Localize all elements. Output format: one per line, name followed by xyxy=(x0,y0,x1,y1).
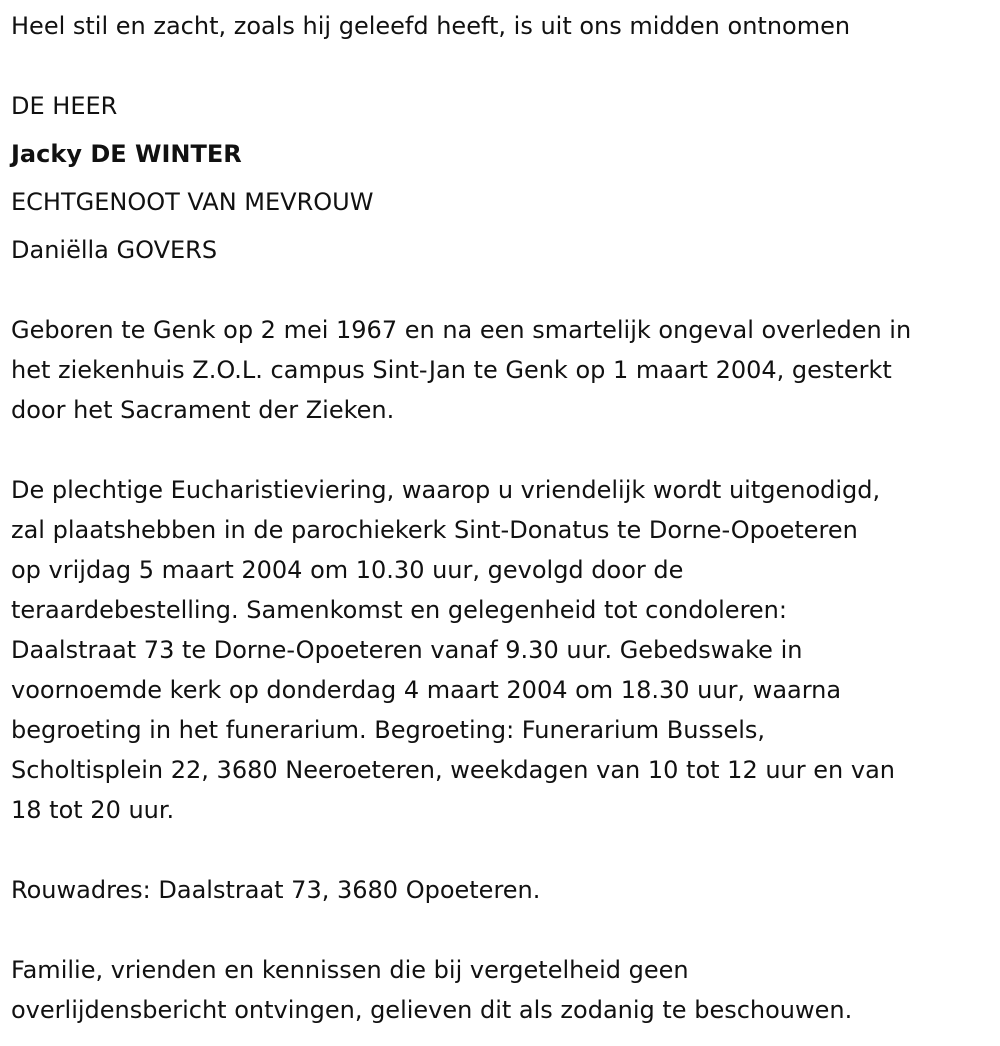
mourning-address xyxy=(11,870,540,910)
spouse-name: Daniëlla GOVERS xyxy=(11,236,218,264)
family-paragraph xyxy=(11,950,852,1030)
paragraph-line: voornoemde kerk op donderdag 4 maart 2004 om 18.30 uur, waarna xyxy=(11,676,842,704)
birth-death-paragraph xyxy=(11,310,911,430)
paragraph-line: door het Sacrament der Zieken. xyxy=(11,396,395,424)
paragraph-line: teraardebestelling. Samenkomst en gelegenheid tot condoleren: xyxy=(11,596,787,624)
paragraph-line: begroeting in het funerarium. Begroeting: Funerarium Bussels, xyxy=(11,716,766,744)
paragraph-line: zal plaatshebben in de parochiekerk Sint-Donatus te Dorne-Opoeteren xyxy=(11,516,858,544)
paragraph-line: het ziekenhuis Z.O.L. campus Sint-Jan te Genk op 1 maart 2004, gesterkt xyxy=(11,356,892,384)
paragraph-line: Geboren te Genk op 2 mei 1967 en na een smartelijk ongeval overleden in xyxy=(11,316,912,344)
paragraph-line: Daalstraat 73 te Dorne-Opoeteren vanaf 9.30 uur. Gebedswake in xyxy=(11,636,803,664)
paragraph-line: op vrijdag 5 maart 2004 om 10.30 uur, gevolgd door de xyxy=(11,556,684,584)
ceremony-paragraph xyxy=(11,470,895,830)
relation-text: ECHTGENOOT VAN MEVROUW xyxy=(11,188,374,216)
title-prefix: DE HEER xyxy=(11,92,118,120)
intro-text: Heel stil en zacht, zoals hij geleefd heeft, is uit ons midden ontnomen xyxy=(11,12,851,40)
paragraph-line: Scholtisplein 22, 3680 Neeroeteren, weekdagen van 10 tot 12 uur en van xyxy=(11,756,895,784)
paragraph-line: De plechtige Eucharistieviering, waarop u vriendelijk wordt uitgenodigd, xyxy=(11,476,881,504)
paragraph-line: Rouwadres: Daalstraat 73, 3680 Opoeteren. xyxy=(11,876,541,904)
paragraph-line: 18 tot 20 uur. xyxy=(11,796,175,824)
paragraph-line: Familie, vrienden en kennissen die bij vergetelheid geen xyxy=(11,956,689,984)
paragraph-line: overlijdensbericht ontvingen, gelieven dit als zodanig te beschouwen. xyxy=(11,996,853,1024)
deceased-name: Jacky DE WINTER xyxy=(11,140,242,168)
